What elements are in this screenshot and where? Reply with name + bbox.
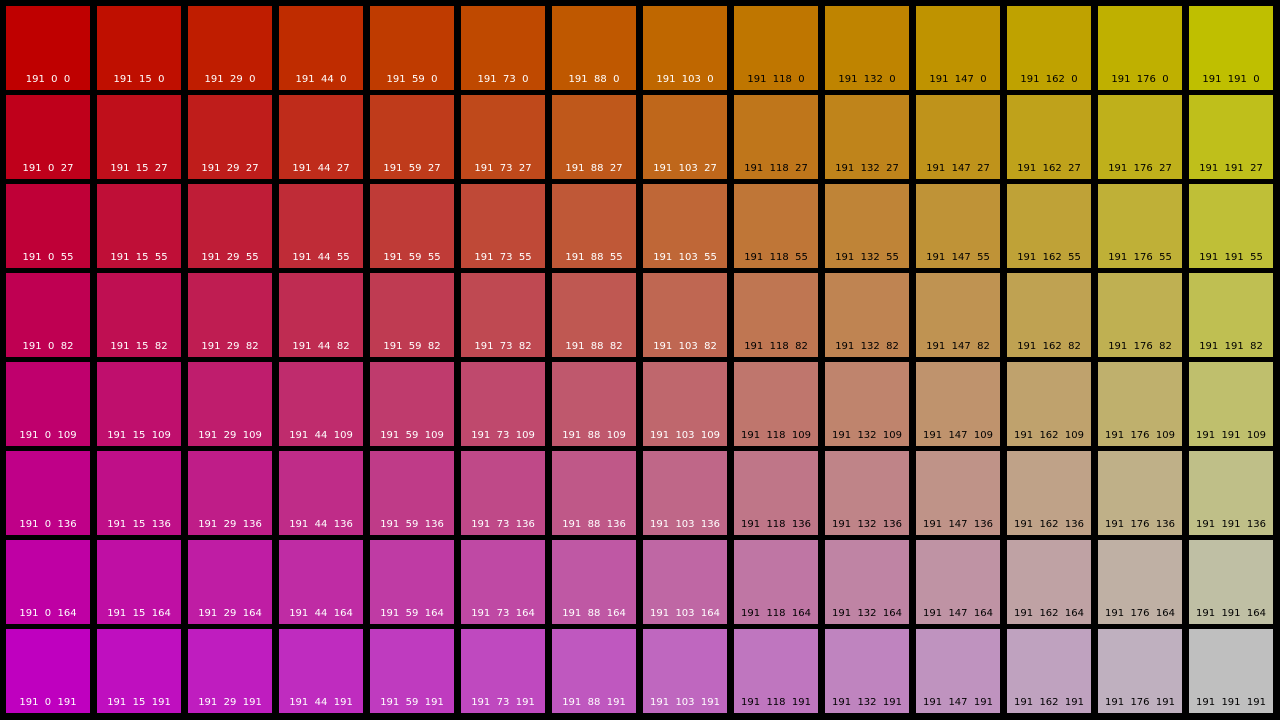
color-swatch bbox=[279, 95, 363, 179]
swatch-rgb-label: 191 29 109 bbox=[198, 430, 262, 441]
color-swatch bbox=[1007, 184, 1091, 268]
color-swatch bbox=[552, 95, 636, 179]
color-swatch bbox=[6, 184, 90, 268]
color-swatch bbox=[643, 273, 727, 357]
swatch-rgb-label: 191 103 0 bbox=[656, 74, 714, 85]
swatch-rgb-label: 191 73 0 bbox=[477, 74, 529, 85]
swatch-rgb-label: 191 29 55 bbox=[201, 252, 259, 263]
swatch-rgb-label: 191 103 136 bbox=[650, 519, 720, 530]
color-swatch bbox=[1098, 451, 1182, 535]
color-swatch bbox=[643, 184, 727, 268]
swatch-rgb-label: 191 103 109 bbox=[650, 430, 720, 441]
swatch-rgb-label: 191 15 55 bbox=[110, 252, 168, 263]
swatch-rgb-label: 191 73 191 bbox=[471, 697, 535, 708]
swatch-rgb-label: 191 147 109 bbox=[923, 430, 993, 441]
swatch-rgb-label: 191 162 55 bbox=[1017, 252, 1081, 263]
color-swatch bbox=[188, 451, 272, 535]
swatch-rgb-label: 191 44 55 bbox=[292, 252, 350, 263]
color-swatch bbox=[188, 6, 272, 90]
swatch-rgb-label: 191 29 0 bbox=[204, 74, 256, 85]
color-swatch bbox=[825, 95, 909, 179]
swatch-rgb-label: 191 73 109 bbox=[471, 430, 535, 441]
swatch-rgb-label: 191 44 82 bbox=[292, 341, 350, 352]
color-swatch bbox=[97, 451, 181, 535]
swatch-rgb-label: 191 147 27 bbox=[926, 163, 990, 174]
swatch-rgb-label: 191 176 191 bbox=[1105, 697, 1175, 708]
swatch-rgb-label: 191 118 27 bbox=[744, 163, 808, 174]
swatch-rgb-label: 191 103 191 bbox=[650, 697, 720, 708]
swatch-rgb-label: 191 59 27 bbox=[383, 163, 441, 174]
color-swatch bbox=[1007, 362, 1091, 446]
swatch-rgb-label: 191 132 136 bbox=[832, 519, 902, 530]
swatch-rgb-label: 191 176 82 bbox=[1108, 341, 1172, 352]
swatch-rgb-label: 191 0 27 bbox=[22, 163, 74, 174]
swatch-rgb-label: 191 162 109 bbox=[1014, 430, 1084, 441]
swatch-rgb-label: 191 0 55 bbox=[22, 252, 74, 263]
swatch-rgb-label: 191 15 27 bbox=[110, 163, 168, 174]
color-swatch bbox=[552, 6, 636, 90]
swatch-rgb-label: 191 132 164 bbox=[832, 608, 902, 619]
swatch-rgb-label: 191 191 191 bbox=[1196, 697, 1266, 708]
swatch-rgb-label: 191 29 136 bbox=[198, 519, 262, 530]
swatch-rgb-label: 191 59 109 bbox=[380, 430, 444, 441]
color-swatch bbox=[734, 629, 818, 713]
color-swatch bbox=[461, 184, 545, 268]
color-swatch bbox=[825, 184, 909, 268]
swatch-rgb-label: 191 15 164 bbox=[107, 608, 171, 619]
swatch-rgb-label: 191 59 164 bbox=[380, 608, 444, 619]
color-swatch bbox=[552, 451, 636, 535]
swatch-rgb-label: 191 147 55 bbox=[926, 252, 990, 263]
color-swatch bbox=[1189, 6, 1273, 90]
swatch-rgb-label: 191 176 27 bbox=[1108, 163, 1172, 174]
color-swatch bbox=[370, 540, 454, 624]
color-swatch bbox=[1007, 540, 1091, 624]
color-swatch bbox=[643, 540, 727, 624]
color-swatch bbox=[916, 273, 1000, 357]
swatch-rgb-label: 191 0 136 bbox=[19, 519, 77, 530]
color-swatch bbox=[1098, 273, 1182, 357]
swatch-rgb-label: 191 88 55 bbox=[565, 252, 623, 263]
color-swatch bbox=[279, 362, 363, 446]
swatch-rgb-label: 191 103 82 bbox=[653, 341, 717, 352]
color-swatch bbox=[188, 273, 272, 357]
color-swatch bbox=[552, 629, 636, 713]
color-swatch bbox=[1098, 540, 1182, 624]
color-swatch bbox=[916, 451, 1000, 535]
swatch-rgb-label: 191 176 55 bbox=[1108, 252, 1172, 263]
color-swatch bbox=[1189, 273, 1273, 357]
color-swatch bbox=[6, 629, 90, 713]
color-swatch bbox=[1007, 273, 1091, 357]
swatch-rgb-label: 191 191 164 bbox=[1196, 608, 1266, 619]
swatch-rgb-label: 191 132 82 bbox=[835, 341, 899, 352]
color-swatch bbox=[279, 6, 363, 90]
color-swatch bbox=[1098, 6, 1182, 90]
color-swatch bbox=[1098, 362, 1182, 446]
swatch-rgb-label: 191 59 0 bbox=[386, 74, 438, 85]
color-swatch bbox=[97, 540, 181, 624]
color-swatch bbox=[734, 95, 818, 179]
color-swatch bbox=[461, 362, 545, 446]
color-swatch bbox=[370, 629, 454, 713]
color-swatch bbox=[734, 273, 818, 357]
swatch-rgb-label: 191 162 0 bbox=[1020, 74, 1078, 85]
swatch-rgb-label: 191 15 0 bbox=[113, 74, 165, 85]
swatch-rgb-label: 191 0 0 bbox=[25, 74, 71, 85]
swatch-rgb-label: 191 176 109 bbox=[1105, 430, 1175, 441]
color-swatch bbox=[825, 6, 909, 90]
swatch-rgb-label: 191 176 164 bbox=[1105, 608, 1175, 619]
swatch-rgb-label: 191 29 27 bbox=[201, 163, 259, 174]
swatch-rgb-label: 191 191 27 bbox=[1199, 163, 1263, 174]
color-swatch bbox=[825, 451, 909, 535]
swatch-rgb-label: 191 191 82 bbox=[1199, 341, 1263, 352]
color-swatch bbox=[1189, 184, 1273, 268]
color-swatch bbox=[461, 273, 545, 357]
swatch-rgb-label: 191 15 109 bbox=[107, 430, 171, 441]
swatch-rgb-label: 191 59 136 bbox=[380, 519, 444, 530]
swatch-rgb-label: 191 147 136 bbox=[923, 519, 993, 530]
color-swatch bbox=[1189, 451, 1273, 535]
swatch-rgb-label: 191 191 55 bbox=[1199, 252, 1263, 263]
color-swatch bbox=[279, 451, 363, 535]
swatch-rgb-label: 191 162 82 bbox=[1017, 341, 1081, 352]
swatch-rgb-label: 191 162 27 bbox=[1017, 163, 1081, 174]
color-swatch bbox=[279, 629, 363, 713]
color-swatch bbox=[734, 6, 818, 90]
color-swatch bbox=[552, 362, 636, 446]
color-swatch bbox=[1007, 95, 1091, 179]
swatch-rgb-label: 191 0 191 bbox=[19, 697, 77, 708]
color-swatch bbox=[643, 629, 727, 713]
color-swatch bbox=[370, 451, 454, 535]
color-swatch bbox=[916, 540, 1000, 624]
color-swatch bbox=[97, 362, 181, 446]
swatch-rgb-label: 191 15 191 bbox=[107, 697, 171, 708]
color-swatch bbox=[461, 629, 545, 713]
swatch-rgb-label: 191 73 164 bbox=[471, 608, 535, 619]
color-swatch bbox=[1098, 95, 1182, 179]
swatch-rgb-label: 191 88 191 bbox=[562, 697, 626, 708]
swatch-rgb-label: 191 118 191 bbox=[741, 697, 811, 708]
swatch-rgb-label: 191 162 191 bbox=[1014, 697, 1084, 708]
color-swatch bbox=[188, 362, 272, 446]
color-swatch bbox=[916, 629, 1000, 713]
swatch-rgb-label: 191 15 82 bbox=[110, 341, 168, 352]
swatch-rgb-label: 191 29 164 bbox=[198, 608, 262, 619]
swatch-rgb-label: 191 73 55 bbox=[474, 252, 532, 263]
color-swatch bbox=[279, 540, 363, 624]
color-swatch bbox=[916, 184, 1000, 268]
color-swatch bbox=[6, 540, 90, 624]
swatch-rgb-label: 191 176 136 bbox=[1105, 519, 1175, 530]
swatch-rgb-label: 191 15 136 bbox=[107, 519, 171, 530]
color-swatch bbox=[643, 451, 727, 535]
swatch-rgb-label: 191 44 109 bbox=[289, 430, 353, 441]
swatch-rgb-label: 191 103 164 bbox=[650, 608, 720, 619]
swatch-rgb-label: 191 147 82 bbox=[926, 341, 990, 352]
swatch-rgb-label: 191 73 27 bbox=[474, 163, 532, 174]
swatch-rgb-label: 191 88 109 bbox=[562, 430, 626, 441]
swatch-rgb-label: 191 118 136 bbox=[741, 519, 811, 530]
swatch-rgb-label: 191 88 82 bbox=[565, 341, 623, 352]
color-swatch bbox=[188, 540, 272, 624]
color-swatch bbox=[188, 95, 272, 179]
color-swatch bbox=[6, 6, 90, 90]
swatch-rgb-label: 191 132 55 bbox=[835, 252, 899, 263]
color-swatch bbox=[1098, 184, 1182, 268]
swatch-rgb-label: 191 191 136 bbox=[1196, 519, 1266, 530]
color-swatch bbox=[370, 6, 454, 90]
swatch-rgb-label: 191 59 55 bbox=[383, 252, 441, 263]
color-swatch bbox=[370, 273, 454, 357]
swatch-rgb-label: 191 29 191 bbox=[198, 697, 262, 708]
swatch-rgb-label: 191 176 0 bbox=[1111, 74, 1169, 85]
color-swatch bbox=[825, 540, 909, 624]
swatch-rgb-label: 191 147 0 bbox=[929, 74, 987, 85]
swatch-rgb-label: 191 132 191 bbox=[832, 697, 902, 708]
swatch-rgb-label: 191 103 27 bbox=[653, 163, 717, 174]
swatch-rgb-label: 191 44 27 bbox=[292, 163, 350, 174]
swatch-rgb-label: 191 29 82 bbox=[201, 341, 259, 352]
swatch-rgb-label: 191 88 27 bbox=[565, 163, 623, 174]
swatch-rgb-label: 191 147 164 bbox=[923, 608, 993, 619]
color-swatch bbox=[279, 273, 363, 357]
swatch-rgb-label: 191 162 136 bbox=[1014, 519, 1084, 530]
color-swatch bbox=[461, 451, 545, 535]
swatch-rgb-label: 191 0 109 bbox=[19, 430, 77, 441]
color-swatch bbox=[461, 95, 545, 179]
swatch-rgb-label: 191 59 191 bbox=[380, 697, 444, 708]
color-swatch bbox=[734, 362, 818, 446]
color-swatch bbox=[734, 184, 818, 268]
color-swatch bbox=[1189, 629, 1273, 713]
swatch-rgb-label: 191 191 0 bbox=[1202, 74, 1260, 85]
swatch-rgb-label: 191 132 27 bbox=[835, 163, 899, 174]
color-swatch bbox=[916, 362, 1000, 446]
color-swatch bbox=[1007, 6, 1091, 90]
swatch-rgb-label: 191 118 164 bbox=[741, 608, 811, 619]
color-swatch bbox=[6, 451, 90, 535]
swatch-rgb-label: 191 0 164 bbox=[19, 608, 77, 619]
color-swatch bbox=[279, 184, 363, 268]
color-swatch bbox=[734, 540, 818, 624]
swatch-rgb-label: 191 88 164 bbox=[562, 608, 626, 619]
swatch-rgb-label: 191 88 0 bbox=[568, 74, 620, 85]
color-swatch bbox=[1007, 451, 1091, 535]
swatch-rgb-label: 191 59 82 bbox=[383, 341, 441, 352]
color-swatch bbox=[643, 6, 727, 90]
color-swatch bbox=[97, 629, 181, 713]
swatch-rgb-label: 191 118 109 bbox=[741, 430, 811, 441]
color-swatch bbox=[97, 273, 181, 357]
swatch-rgb-label: 191 88 136 bbox=[562, 519, 626, 530]
color-swatch bbox=[825, 362, 909, 446]
swatch-rgb-label: 191 132 109 bbox=[832, 430, 902, 441]
swatch-rgb-label: 191 118 82 bbox=[744, 341, 808, 352]
color-swatch bbox=[461, 540, 545, 624]
swatch-rgb-label: 191 44 191 bbox=[289, 697, 353, 708]
color-swatch bbox=[1189, 95, 1273, 179]
color-swatch bbox=[6, 95, 90, 179]
swatch-rgb-label: 191 73 82 bbox=[474, 341, 532, 352]
color-swatch bbox=[1007, 629, 1091, 713]
color-swatch bbox=[916, 6, 1000, 90]
color-swatch bbox=[916, 95, 1000, 179]
color-swatch bbox=[370, 362, 454, 446]
color-swatch bbox=[6, 362, 90, 446]
color-swatch bbox=[97, 95, 181, 179]
color-swatch bbox=[552, 184, 636, 268]
color-swatch bbox=[188, 629, 272, 713]
swatch-rgb-label: 191 132 0 bbox=[838, 74, 896, 85]
color-swatch bbox=[370, 95, 454, 179]
swatch-rgb-label: 191 44 164 bbox=[289, 608, 353, 619]
color-swatch bbox=[643, 95, 727, 179]
color-swatch bbox=[825, 273, 909, 357]
color-swatch bbox=[188, 184, 272, 268]
swatch-rgb-label: 191 147 191 bbox=[923, 697, 993, 708]
color-swatch bbox=[825, 629, 909, 713]
color-swatch bbox=[461, 6, 545, 90]
color-swatch bbox=[97, 6, 181, 90]
color-swatch bbox=[643, 362, 727, 446]
swatch-rgb-label: 191 191 109 bbox=[1196, 430, 1266, 441]
swatch-rgb-label: 191 162 164 bbox=[1014, 608, 1084, 619]
color-swatch bbox=[1098, 629, 1182, 713]
color-swatch bbox=[1189, 540, 1273, 624]
color-swatch bbox=[552, 540, 636, 624]
color-swatch bbox=[6, 273, 90, 357]
swatch-rgb-label: 191 44 136 bbox=[289, 519, 353, 530]
swatch-rgb-label: 191 0 82 bbox=[22, 341, 74, 352]
swatch-rgb-label: 191 44 0 bbox=[295, 74, 347, 85]
swatch-rgb-label: 191 118 55 bbox=[744, 252, 808, 263]
swatch-rgb-label: 191 103 55 bbox=[653, 252, 717, 263]
color-swatch bbox=[370, 184, 454, 268]
color-swatch bbox=[1189, 362, 1273, 446]
color-swatch bbox=[97, 184, 181, 268]
color-swatch bbox=[734, 451, 818, 535]
swatch-rgb-label: 191 118 0 bbox=[747, 74, 805, 85]
color-swatch bbox=[552, 273, 636, 357]
swatch-rgb-label: 191 73 136 bbox=[471, 519, 535, 530]
